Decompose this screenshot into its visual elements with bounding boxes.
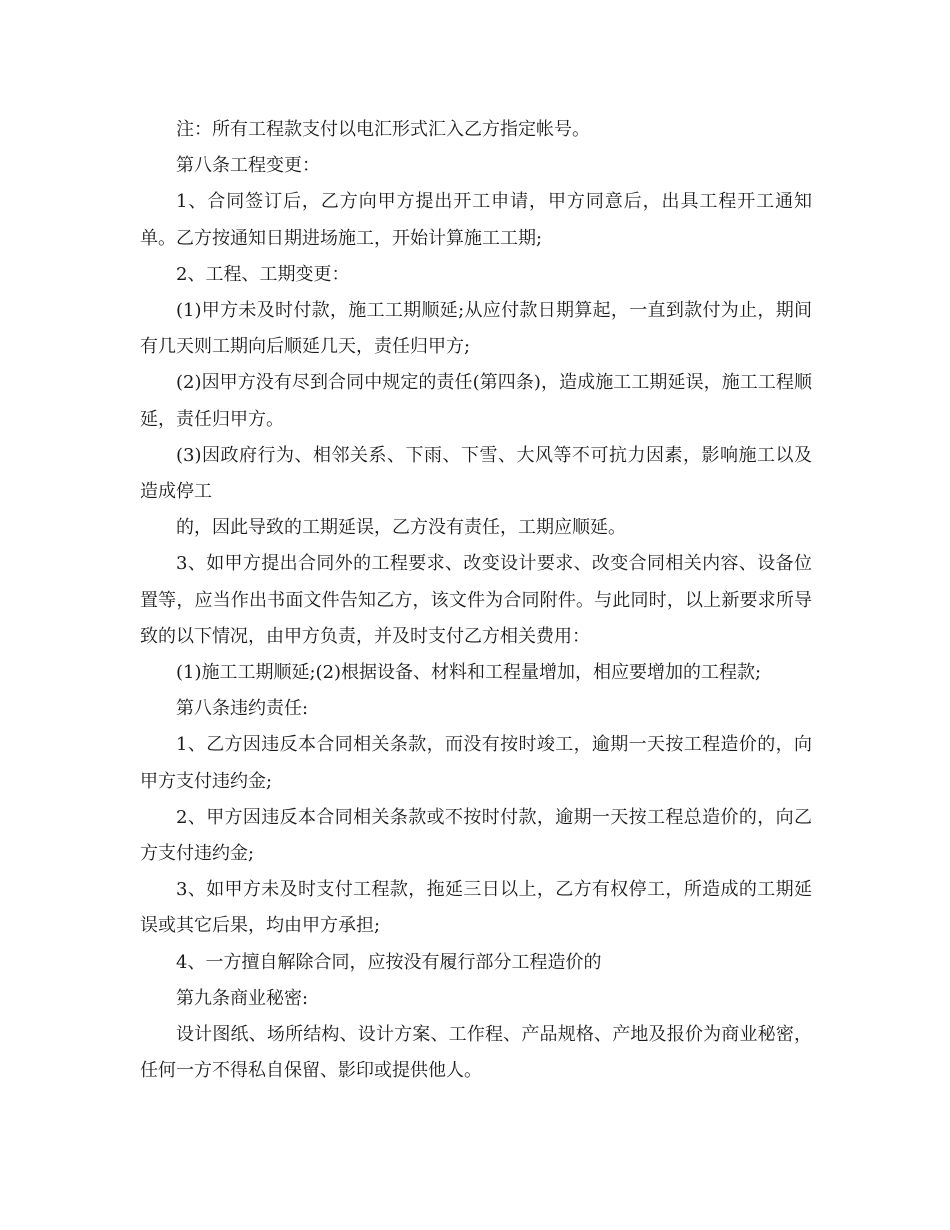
paragraph-change-3-items: (1)施工工期顺延;(2)根据设备、材料和工程量增加，相应要增加的工程款; — [176, 662, 762, 684]
paragraph-breach-2: 2、甲方因违反本合同相关条款或不按时付款，逾期一天按工程总造价的，向乙方支付违约金; — [140, 806, 812, 865]
paragraph-change-3: 3、如甲方提出合同外的工程要求、改变设计要求、改变合同相关内容、设备位置等，应当作出书面文件告知乙方，该文件为合同附件。与此同时，以上新要求所导致的以下情况，由甲方负责，并及时支付乙方相关费用： — [140, 553, 812, 647]
paragraph-payment-note: 注：所有工程款支付以电汇形式汇入乙方指定帐号。 — [176, 119, 590, 140]
paragraph-change-1: 1、合同签订后，乙方向甲方提出开工申请，甲方同意后，出具工程开工通知单。乙方按通知日期进场施工，开始计算施工工期; — [140, 191, 812, 249]
heading-article-8-breach: 第八条违约责任: — [176, 698, 309, 720]
heading-article-8-changes: 第八条工程变更： — [176, 155, 320, 177]
document-page — [140, 112, 812, 1089]
paragraph-change-2-3-cont: 的，因此导致的工期延误，乙方没有责任，工期应顺延。 — [176, 517, 626, 539]
paragraph-secrets: 设计图纸、场所结构、设计方案、工作程、产品规格、产地及报价为商业秘密，任何一方不得私自保留、影印或提供他人。 — [140, 1024, 812, 1082]
paragraph-change-2-3: (3)因政府行为、相邻关系、下雨、下雪、大风等不可抗力因素，影响施工以及造成停工 — [140, 444, 812, 503]
paragraph-breach-4: 4、一方擅自解除合同，应按没有履行部分工程造价的 — [176, 951, 602, 973]
paragraph-change-2: 2、工程、工期变更： — [176, 263, 350, 285]
paragraph-change-2-1: (1)甲方未及时付款，施工工期顺延;从应付款日期算起，一直到款付为止，期间有几天则工期向后顺延几天，责任归甲方; — [140, 300, 812, 358]
paragraph-breach-3: 3、如甲方未及时支付工程款，拖延三日以上，乙方有权停工，所造成的工期延误或其它后果，均由甲方承担; — [140, 879, 812, 937]
paragraph-change-2-2: (2)因甲方没有尽到合同中规定的责任(第四条)，造成施工工期延误，施工工程顺延，责任归甲方。 — [140, 372, 812, 430]
paragraph-breach-1: 1、乙方因违反本合同相关条款，而没有按时竣工，逾期一天按工程造价的，向甲方支付违约金; — [140, 734, 812, 792]
heading-article-9-secrets: 第九条商业秘密: — [176, 987, 309, 1009]
